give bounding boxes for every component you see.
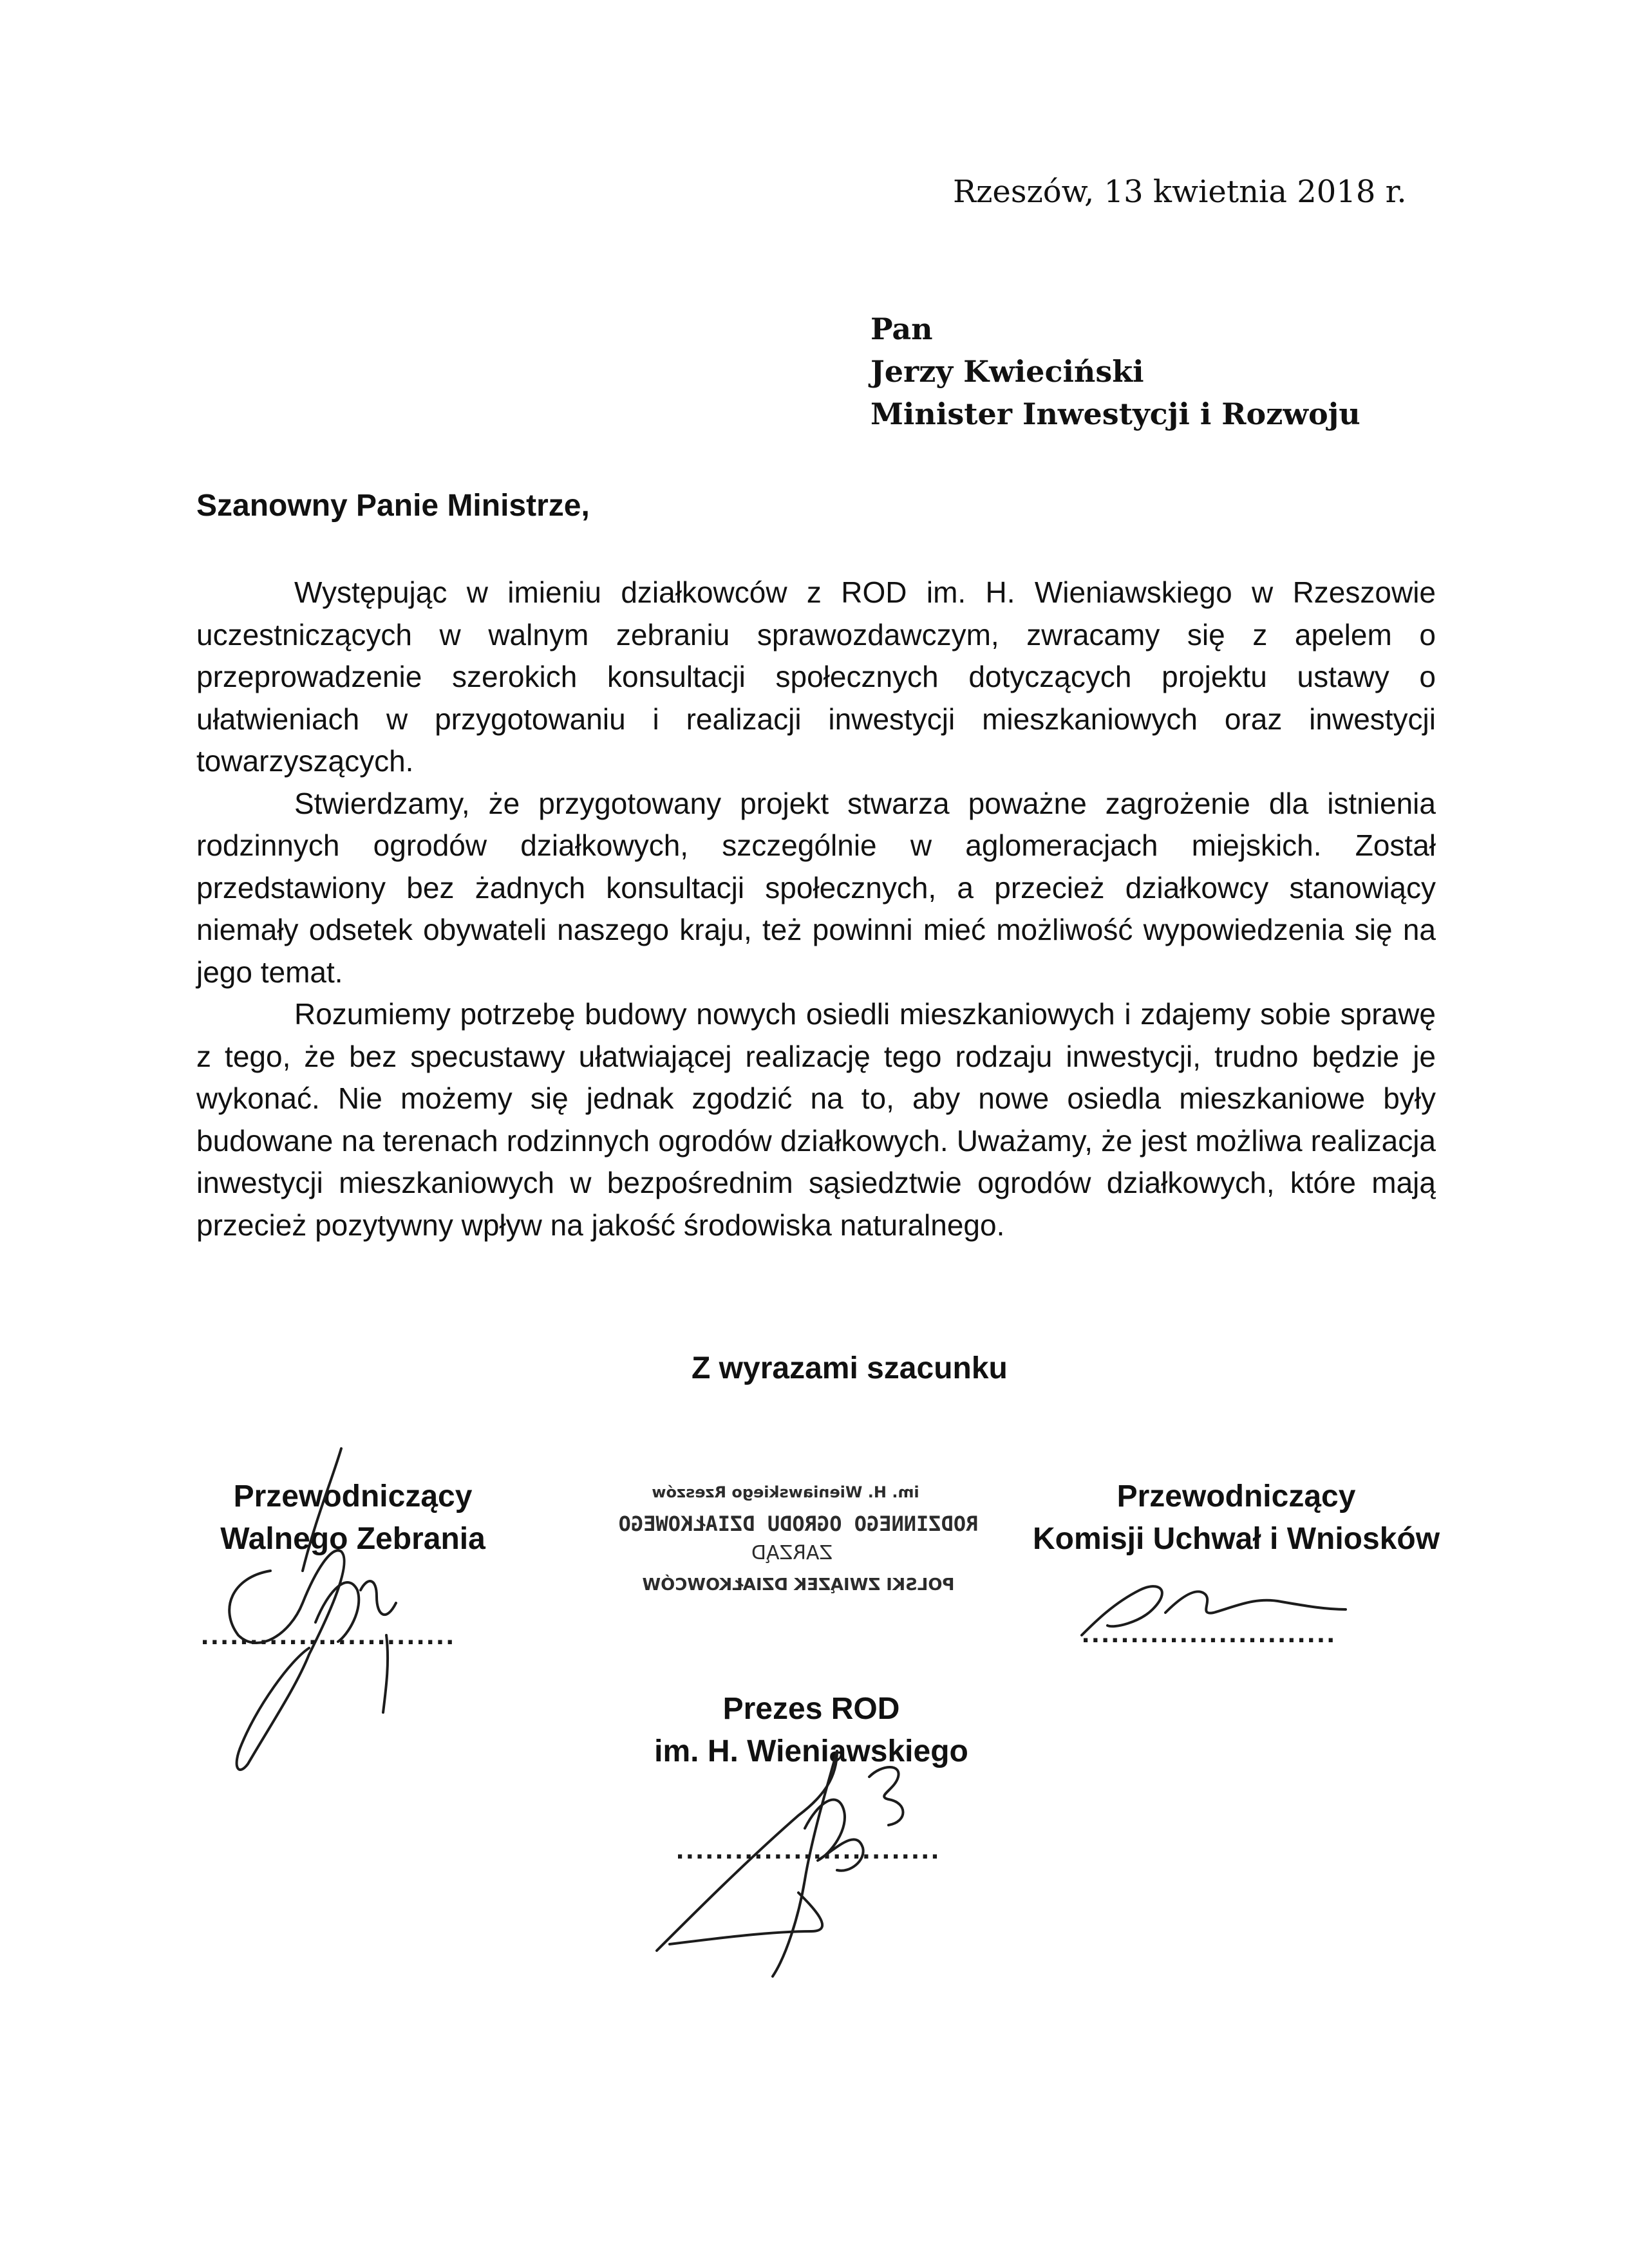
- stamp-line-3: ZARZĄD: [751, 1542, 833, 1564]
- stamp-line-4: POLSKI ZWIĄZEK DZIAŁKOWCÓW: [642, 1575, 955, 1595]
- letter-body: [196, 572, 1436, 1246]
- recipient-title: Pan: [871, 312, 933, 346]
- body-paragraph: Stwierdzamy, że przygotowany projekt stwarza poważne zagrożenie dla istnienia rodzinnych ogrodów działkowych, szczególnie w aglomeracjach miejskich. Został przedstawiony bez żadnych konsultacji społecznych, a przecież działkowcy stanowiący niemały odsetek obywateli naszego kraju, też powinni mieć możliwość wypowiedzenia się na jego temat.: [196, 786, 1436, 989]
- stamp-mirrored-text: [579, 1474, 1017, 1616]
- handwritten-signature-right: [1069, 1564, 1352, 1642]
- recipient-name: Jerzy Kwieciński: [871, 354, 1144, 389]
- closing-phrase: Z wyrazami szacunku: [692, 1351, 1008, 1385]
- signature-line-left: ..........................: [201, 1619, 456, 1651]
- stamp-line-2: RODZINNEGO OGRODU DZIAŁKOWEGO: [618, 1512, 979, 1536]
- letter-date: Rzeszów, 13 kwietnia 2018 r.: [953, 174, 1407, 210]
- recipient-position: Minister Inwestycji i Rozwoju: [871, 397, 1360, 431]
- stamp-line-1: im. H. Wieniawskiego Rzeszów: [652, 1483, 919, 1501]
- body-paragraph: Rozumiemy potrzebę budowy nowych osiedli mieszkaniowych i zdajemy sobie sprawę z tego, że bez specustawy ułatwiającej realizację tego rodzaju inwestycji, trudno będzie je wykonać. Nie możemy się jednak zgodzić na to, aby nowe osiedla mieszkaniowe były budowane na terenach rodzinnych ogrodów działkowych. Uważamy, że jest możliwa realizacja inwestycji mieszkaniowych w bezpośrednim sąsiedztwie ogrodów działkowych, które mają przecież pozytywny wpływ na jakość środowiska naturalnego.: [196, 997, 1436, 1242]
- handwritten-signature-left: [193, 1442, 406, 1777]
- signatory-middle-body: im. H. Wieniawskiego: [654, 1734, 968, 1768]
- signature-line-right: ..........................: [1082, 1617, 1337, 1649]
- organization-stamp: [579, 1474, 1017, 1616]
- signatory-left-body: Walnego Zebrania: [220, 1522, 485, 1556]
- salutation: Szanowny Panie Ministrze,: [196, 489, 590, 523]
- signatory-right-body: Komisji Uchwał i Wniosków: [1032, 1522, 1440, 1556]
- signatory-left-role: Przewodniczący: [233, 1479, 473, 1514]
- handwritten-signature-middle: [644, 1738, 953, 1983]
- recipient-block: [871, 308, 1360, 435]
- signatory-middle-role: Prezes ROD: [722, 1692, 900, 1726]
- signature-line-middle: ...........................: [676, 1833, 941, 1865]
- signatory-right-role: Przewodniczący: [1116, 1479, 1356, 1514]
- signatory-right: [1017, 1476, 1455, 1560]
- body-paragraph: Występując w imieniu działkowców z ROD im. H. Wieniawskiego w Rzeszowie uczestniczących w walnym zebraniu sprawozdawczym, zwracamy się z apelem o przeprowadzenie szerokich konsultacji społecznych dotyczących projektu ustawy o ułatwieniach w przygotowaniu i realizacji inwestycji mieszkaniowych oraz inwestycji towarzyszących.: [196, 576, 1436, 778]
